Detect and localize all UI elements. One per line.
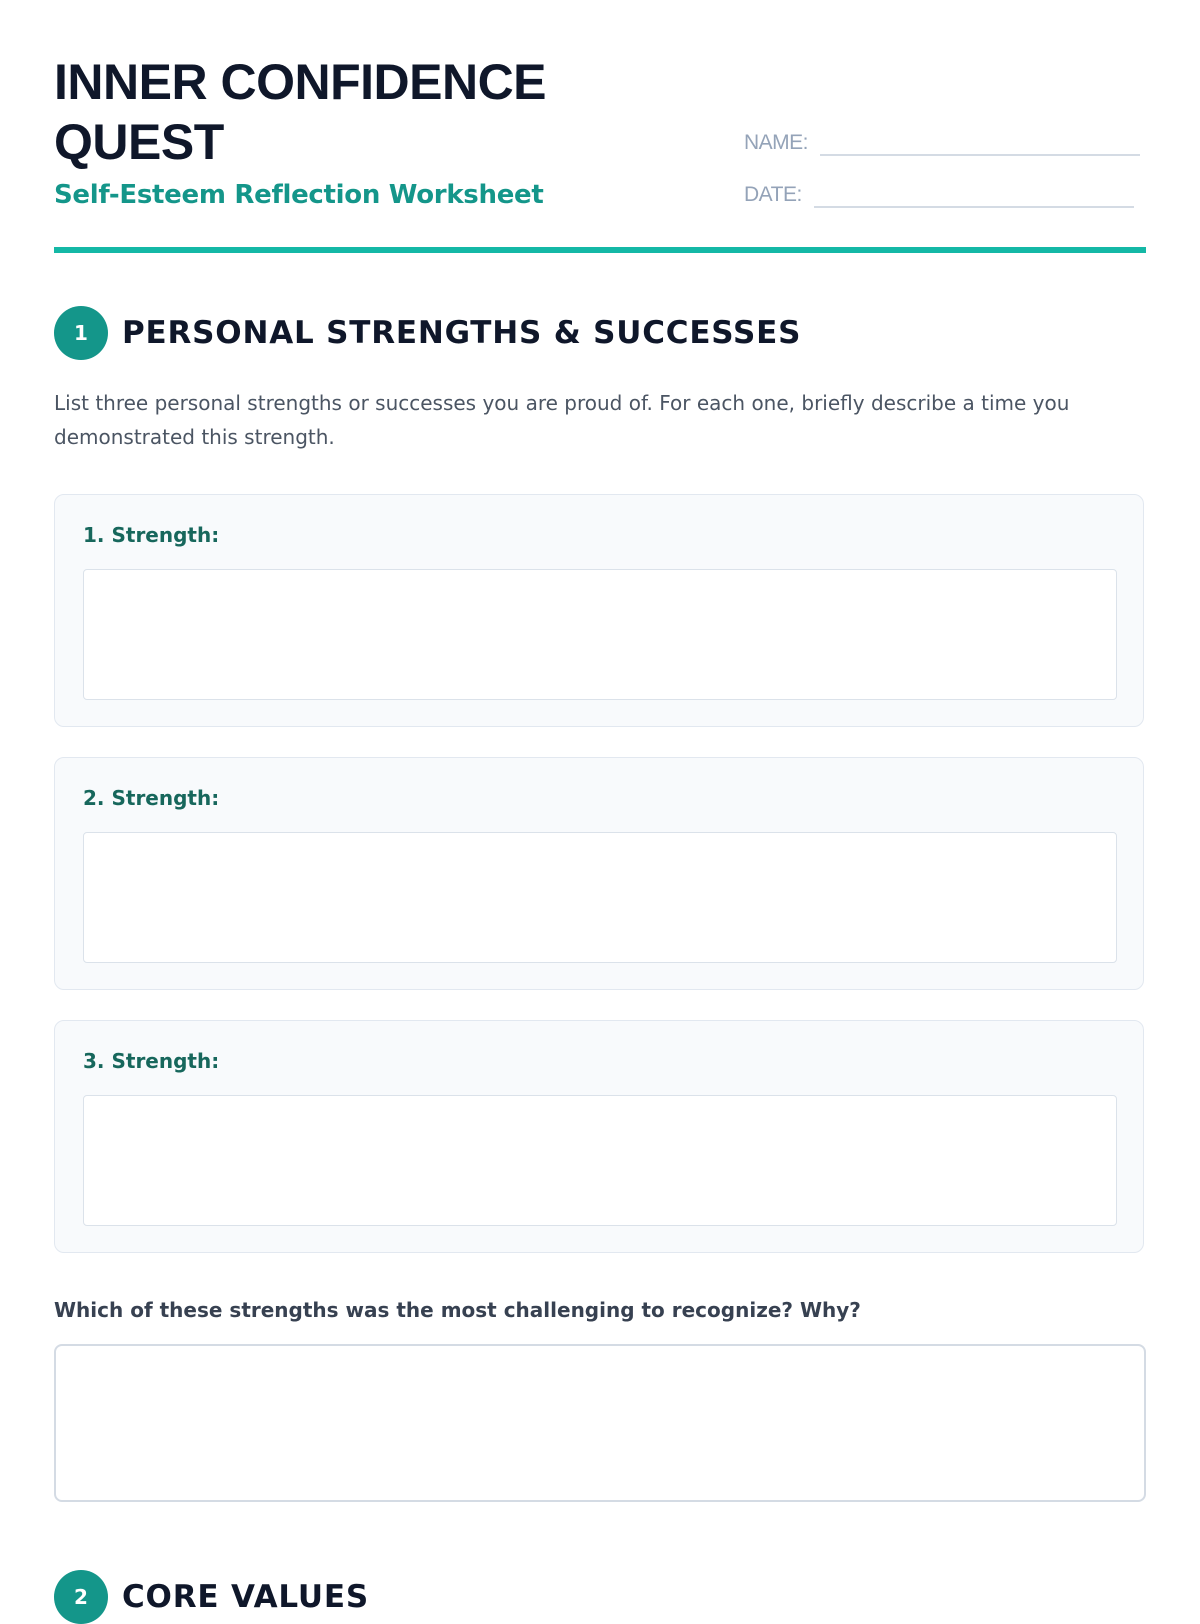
worksheet-page — [54, 0, 1146, 1615]
name-field-row — [744, 128, 1140, 156]
section-1-header — [54, 306, 801, 360]
strength-label: 3. Strength: — [83, 1049, 220, 1073]
worksheet-title — [54, 52, 674, 172]
strength-answer-box[interactable] — [83, 832, 1117, 963]
name-label: NAME: — [744, 131, 809, 154]
section-title: CORE VALUES — [122, 1579, 369, 1615]
name-field[interactable] — [820, 128, 1140, 156]
strength-answer-box[interactable] — [83, 569, 1117, 700]
date-field-row — [744, 180, 1134, 208]
date-label: DATE: — [744, 183, 802, 206]
section-2-header — [54, 1570, 369, 1624]
reflection-question: Which of these strengths was the most challenging to recognize? Why? — [54, 1298, 861, 1322]
section-number-badge: 1 — [54, 306, 108, 360]
title-line-1: INNER CONFIDENCE — [54, 54, 547, 110]
worksheet-header — [54, 0, 1146, 254]
strength-card — [54, 494, 1144, 727]
section-1-instructions: List three personal strengths or successes you are proud of. For each one, briefly describe a time you demonstrated this strength. — [54, 391, 1070, 449]
strength-card — [54, 1020, 1144, 1253]
title-line-2: QUEST — [54, 114, 224, 170]
strength-card — [54, 757, 1144, 990]
reflection-answer-box[interactable] — [54, 1344, 1146, 1502]
section-number-badge: 2 — [54, 1570, 108, 1624]
strength-answer-box[interactable] — [83, 1095, 1117, 1226]
date-field[interactable] — [814, 180, 1134, 208]
section-title: PERSONAL STRENGTHS & SUCCESSES — [122, 315, 802, 351]
strength-label: 1. Strength: — [83, 523, 220, 547]
header-divider — [54, 247, 1146, 253]
worksheet-subtitle: Self-Esteem Reflection Worksheet — [54, 180, 544, 210]
strength-label: 2. Strength: — [83, 786, 220, 810]
